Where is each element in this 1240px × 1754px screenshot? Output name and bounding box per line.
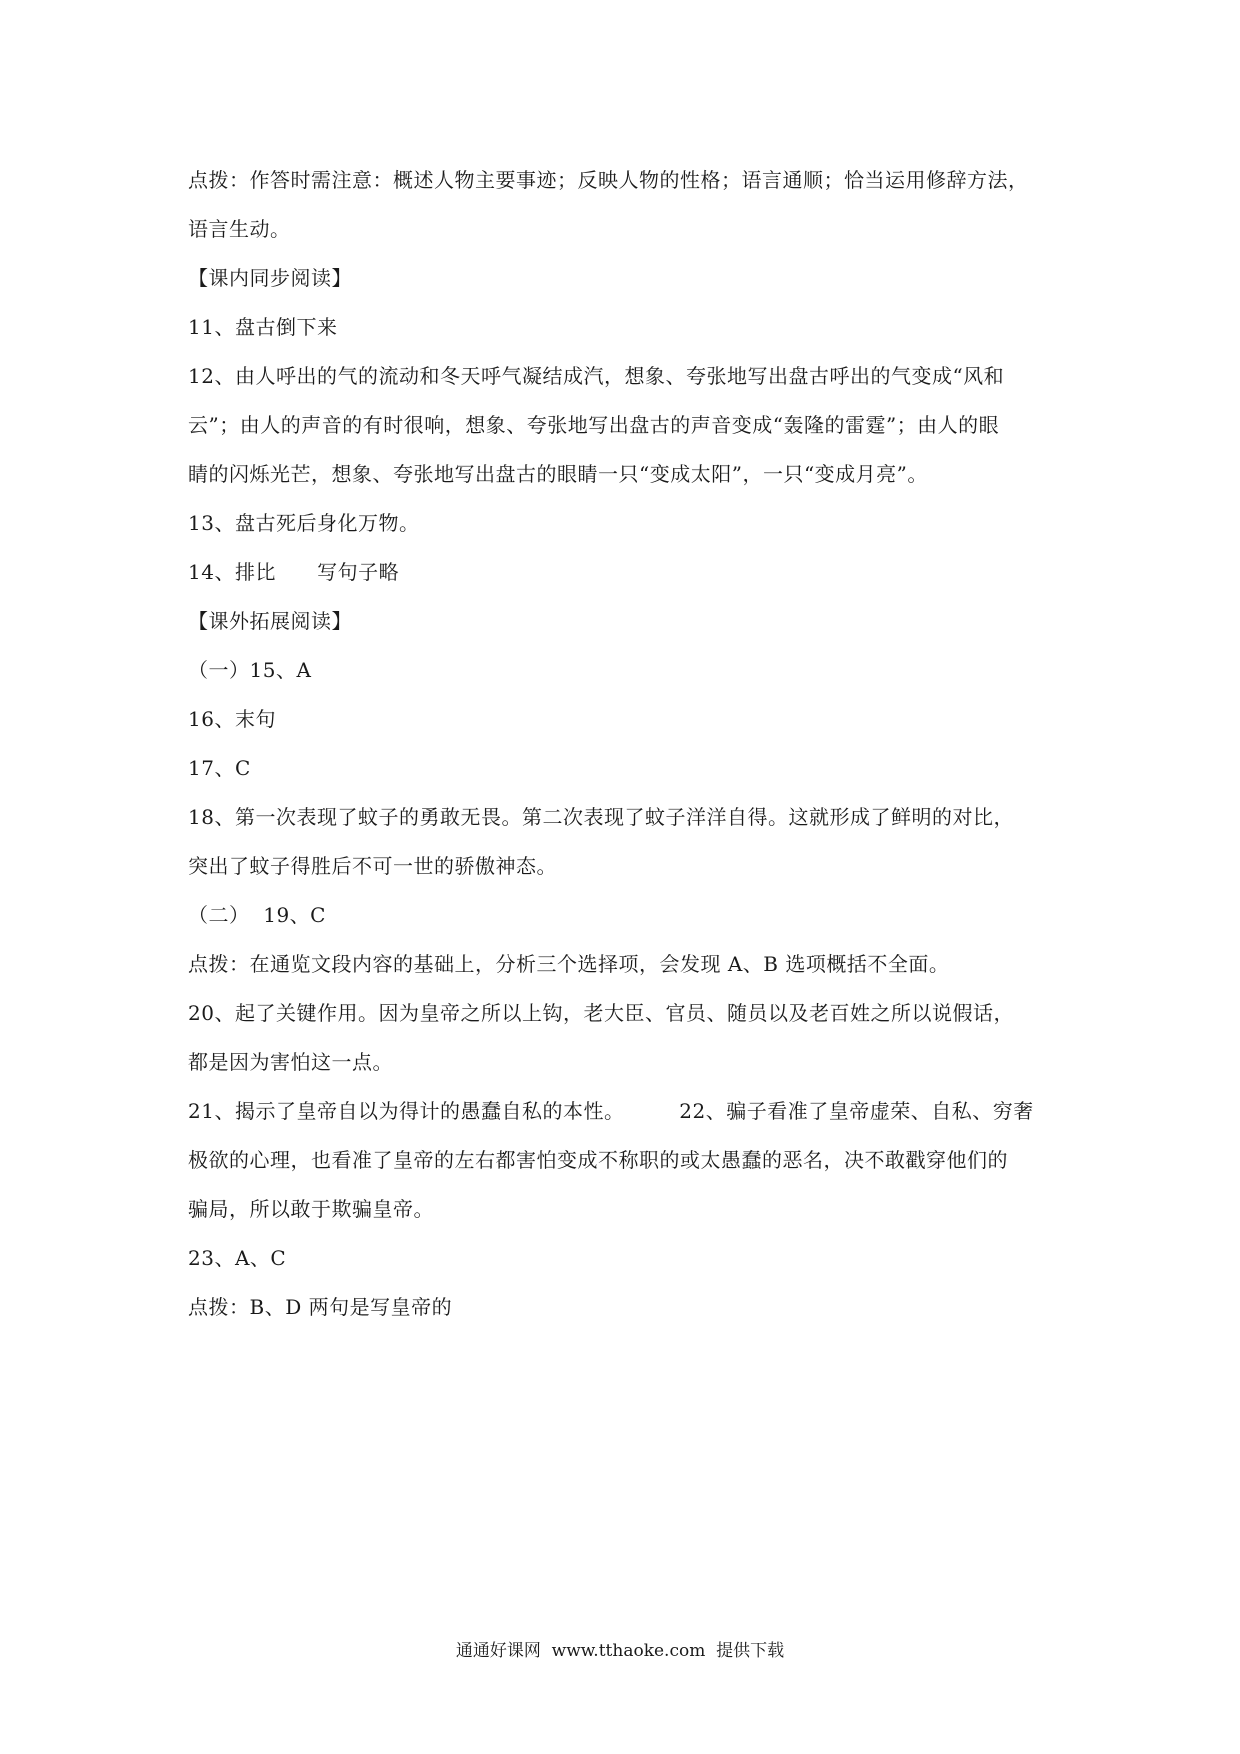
text-line: 13、盘古死后身化万物。: [188, 511, 420, 535]
text-line: 12、由人呼出的气的流动和冬天呼气凝结成汽，想象、夸张地写出盘古呼出的气变成“风和: [188, 364, 1005, 388]
text-line: 睛的闪烁光芒，想象、夸张地写出盘古的眼睛一只“变成太阳”，一只“变成月亮”。: [188, 462, 928, 486]
text-line: 点拨：作答时需注意：概述人物主要事迹；反映人物的性格；语言通顺；恰当运用修辞方法，: [188, 168, 1029, 192]
text-line: 骗局，所以敢于欺骗皇帝。: [188, 1197, 434, 1221]
text-line: （二） 19、C: [188, 903, 326, 927]
text-line: （一）15、A: [188, 658, 312, 682]
text-line: 都是因为害怕这一点。: [188, 1050, 393, 1074]
text-line: 18、第一次表现了蚊子的勇敢无畏。第二次表现了蚊子洋洋自得。这就形成了鲜明的对比，: [188, 805, 1014, 829]
text-line: 点拨：在通览文段内容的基础上，分析三个选择项，会发现 A、B 选项概括不全面。: [188, 952, 950, 976]
text-line: 20、起了关键作用。因为皇帝之所以上钩，老大臣、官员、随员以及老百姓之所以说假话，: [188, 1001, 1014, 1025]
answer-text-body: [188, 156, 1058, 1332]
text-line: 极欲的心理，也看准了皇帝的左右都害怕变成不称职的或太愚蠢的恶名，决不敢戳穿他们的: [188, 1148, 1008, 1172]
text-line: 16、末句: [188, 707, 276, 731]
text-line: 突出了蚊子得胜后不可一世的骄傲神态。: [188, 854, 557, 878]
text-line: 语言生动。: [188, 217, 291, 241]
text-line: 11、盘古倒下来: [188, 315, 338, 339]
text-line: 14、排比 写句子略: [188, 560, 400, 584]
page-footer: 通通好课网 www.tthaoke.com 提供下载: [455, 1641, 785, 1661]
section-heading: 【课外拓展阅读】: [188, 609, 352, 633]
text-line: 23、A、C: [188, 1246, 287, 1270]
section-heading: 【课内同步阅读】: [188, 266, 352, 290]
text-line: 云”；由人的声音的有时很响，想象、夸张地写出盘古的声音变成“轰隆的雷霆”；由人的眼: [188, 413, 1000, 437]
text-line: 点拨：B、D 两句是写皇帝的: [188, 1295, 453, 1319]
text-line: 17、C: [188, 756, 251, 780]
text-line: 21、揭示了皇帝自以为得计的愚蠢自私的本性。 22、骗子看准了皇帝虚荣、自私、穷奢: [188, 1099, 1034, 1123]
